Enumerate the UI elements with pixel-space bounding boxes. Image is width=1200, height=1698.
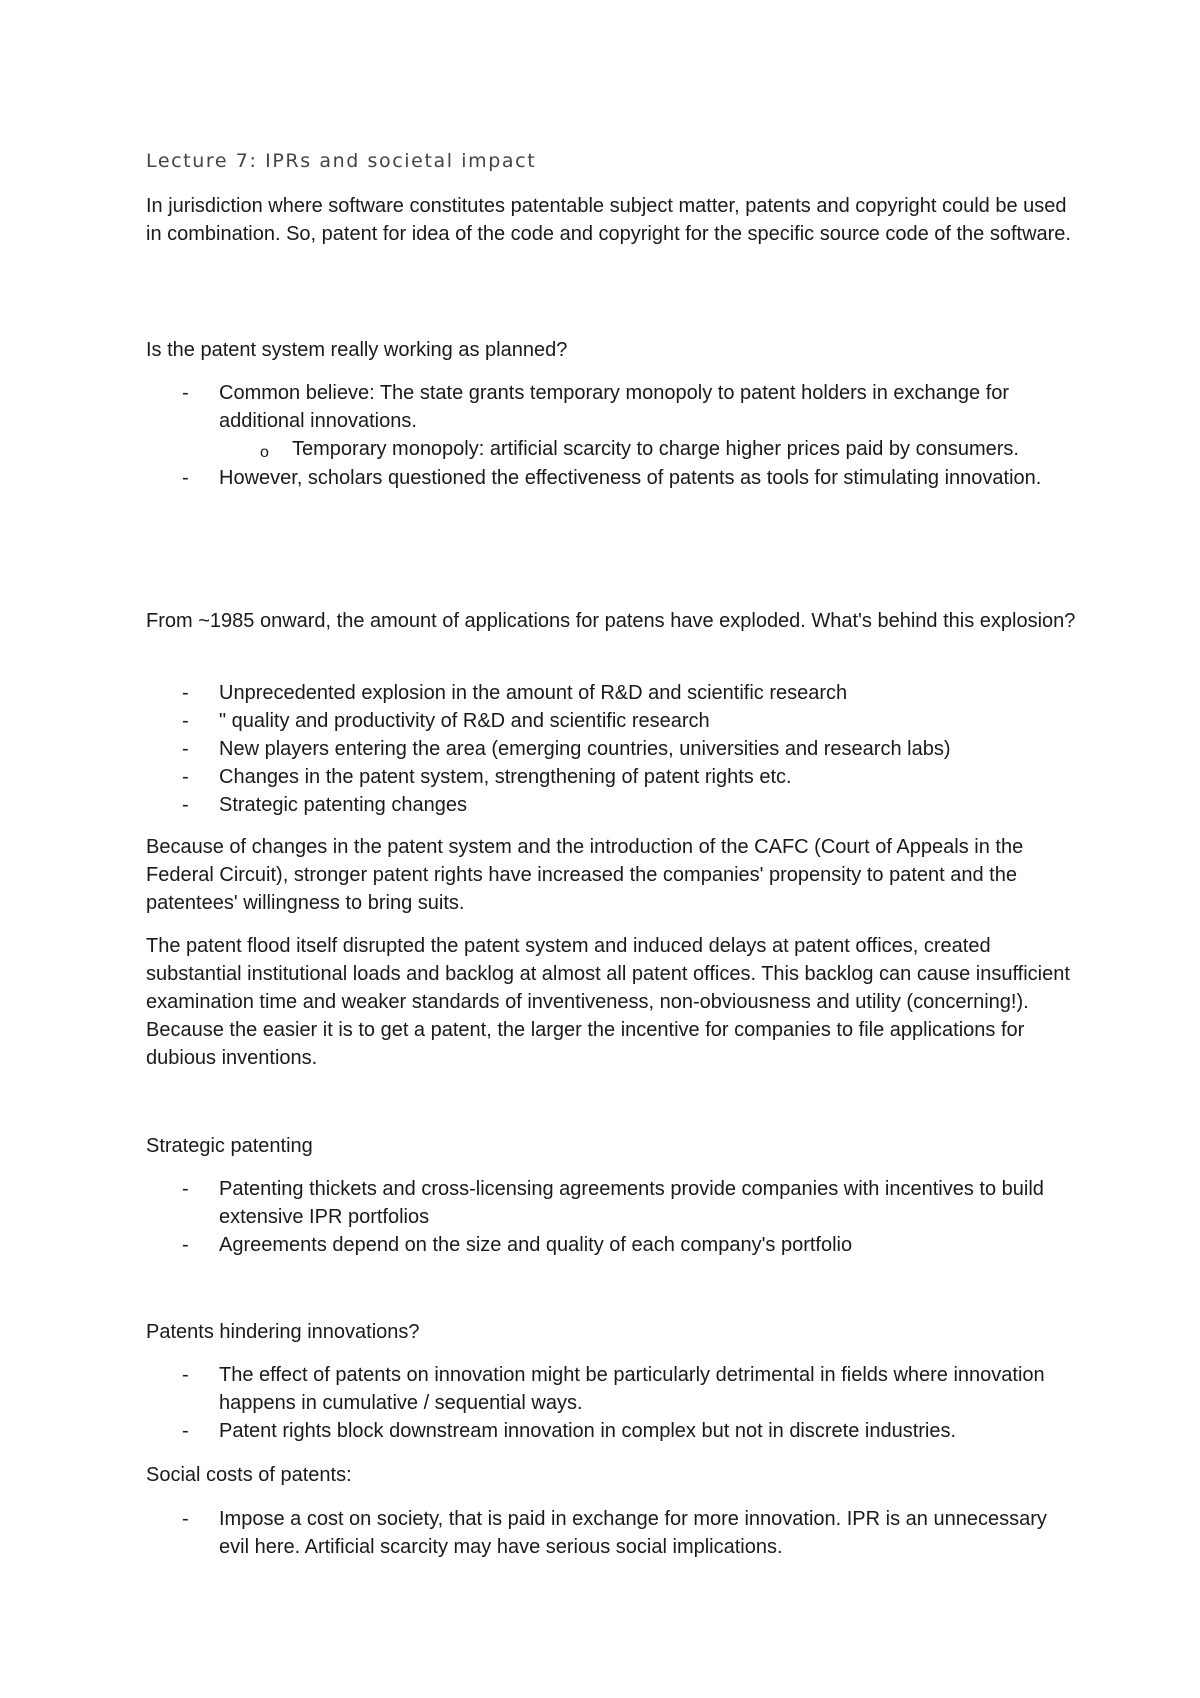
- patent-flood-paragraph: The patent flood itself disrupted the patent system and induced delays at patent offices, created substantial institutional loads and backlog at almost all patent offices. This backlog can cause insufficient examination time and weaker standards of inventiveness, non-obviousness and utility (concerning!). Because the easier it is to get a patent, the larger the incentive for companies to file applications for dubious inventions.: [146, 935, 1070, 1069]
- list-item-text: However, scholars questioned the effectiveness of patents as tools for stimulating innovation.: [219, 467, 1042, 489]
- hindering-innovations-list: [146, 1361, 1076, 1445]
- strategic-patenting-list: [146, 1175, 1076, 1259]
- list-item: [146, 464, 1076, 492]
- list-item: [146, 707, 1076, 735]
- dash-bullet: -: [182, 710, 189, 732]
- list-item: [146, 379, 1076, 435]
- list-item: [146, 1361, 1076, 1417]
- list-item-text: Agreements depend on the size and quality of each company's portfolio: [219, 1234, 853, 1256]
- question-patent-system: Is the patent system really working as planned?: [146, 339, 568, 361]
- dash-bullet: -: [182, 766, 189, 788]
- list-item: [146, 1231, 1076, 1259]
- list-item: [146, 1417, 1076, 1445]
- sub-list-item-text: Temporary monopoly: artificial scarcity to charge higher prices paid by consumers.: [292, 438, 1019, 460]
- list-item: [146, 1175, 1076, 1231]
- list-item-text: Impose a cost on society, that is paid in exchange for more innovation. IPR is an unnecessary evil here. Artificial scarcity may have serious social implications.: [219, 1508, 1047, 1558]
- list-item: [146, 735, 1076, 763]
- list-item-text: Patenting thickets and cross-licensing agreements provide companies with incentives to build extensive IPR portfolios: [219, 1178, 1044, 1228]
- list-item-text: Changes in the patent system, strengthening of patent rights etc.: [219, 766, 792, 788]
- list-item: [146, 679, 1076, 707]
- cafc-paragraph: Because of changes in the patent system and the introduction of the CAFC (Court of Appeals in the Federal Circuit), stronger patent rights have increased the companies' propensity to patent and the patentees' willingness to bring suits.: [146, 836, 1024, 914]
- list-item-text: Common believe: The state grants temporary monopoly to patent holders in exchange for additional innovations.: [219, 382, 1010, 432]
- patent-system-list: [146, 379, 1076, 492]
- dash-bullet: -: [182, 1234, 189, 1256]
- social-costs-heading: Social costs of patents:: [146, 1464, 352, 1486]
- list-item: [146, 791, 1076, 819]
- question-explosion: From ~1985 onward, the amount of applications for patens have exploded. What's behind this explosion?: [146, 610, 1076, 632]
- dash-bullet: -: [182, 1508, 189, 1530]
- list-item-text: New players entering the area (emerging countries, universities and research labs): [219, 738, 951, 760]
- list-item-text: " quality and productivity of R&D and scientific research: [219, 710, 710, 732]
- list-item-text: Patent rights block downstream innovation in complex but not in discrete industries.: [219, 1420, 957, 1442]
- intro-paragraph: In jurisdiction where software constitutes patentable subject matter, patents and copyright could be used in combination. So, patent for idea of the code and copyright for the specific source code of the software.: [146, 195, 1071, 245]
- dash-bullet: -: [182, 1420, 189, 1442]
- sub-list-item: [146, 435, 1076, 464]
- dash-bullet: -: [182, 382, 189, 404]
- lecture-title: Lecture 7: IPRs and societal impact: [146, 150, 537, 172]
- explosion-reasons-list: [146, 679, 1076, 819]
- list-item-text: Unprecedented explosion in the amount of R&D and scientific research: [219, 682, 848, 704]
- circle-bullet: o: [260, 444, 269, 461]
- dash-bullet: -: [182, 682, 189, 704]
- social-costs-list: [146, 1505, 1076, 1561]
- dash-bullet: -: [182, 738, 189, 760]
- dash-bullet: -: [182, 794, 189, 816]
- hindering-innovations-heading: Patents hindering innovations?: [146, 1321, 420, 1343]
- list-item-text: The effect of patents on innovation might be particularly detrimental in fields where innovation happens in cumulative / sequential ways.: [219, 1364, 1045, 1414]
- dash-bullet: -: [182, 1178, 189, 1200]
- strategic-patenting-heading: Strategic patenting: [146, 1135, 313, 1157]
- dash-bullet: -: [182, 1364, 189, 1386]
- dash-bullet: -: [182, 467, 189, 489]
- list-item: [146, 763, 1076, 791]
- list-item-text: Strategic patenting changes: [219, 794, 467, 816]
- list-item: [146, 1505, 1076, 1561]
